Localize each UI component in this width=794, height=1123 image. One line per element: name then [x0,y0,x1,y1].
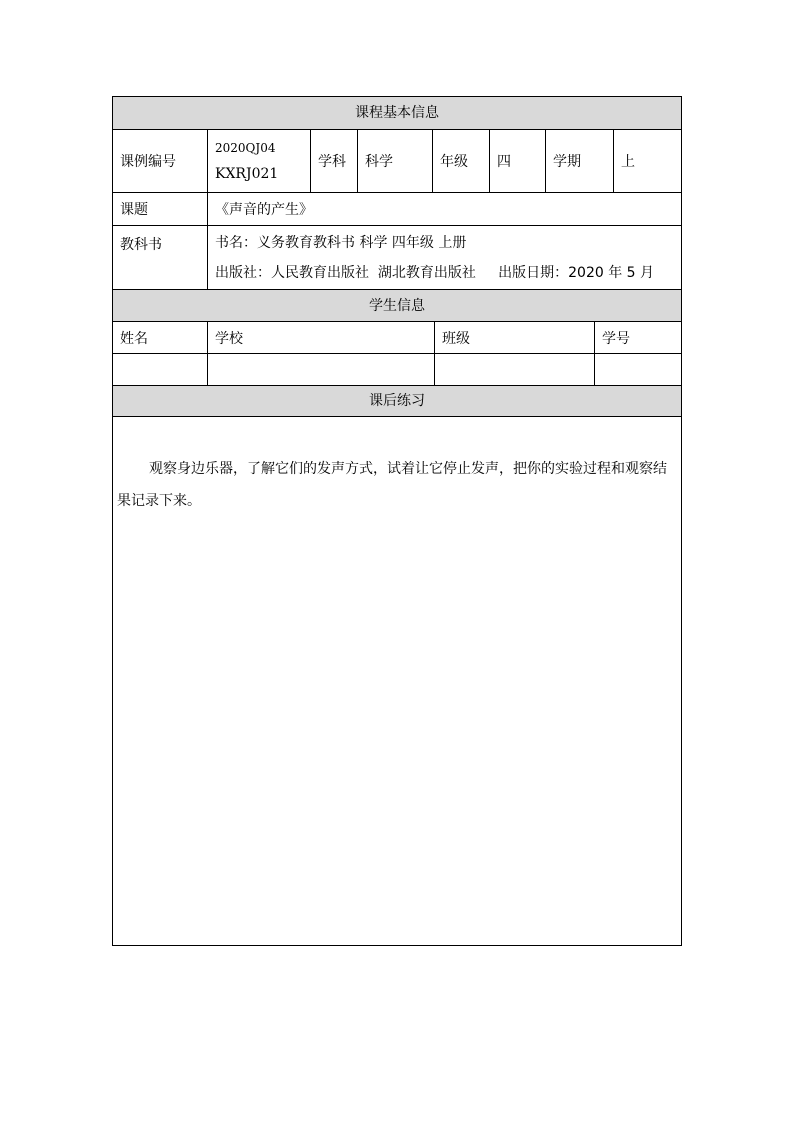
case-no-value [207,130,310,192]
textbook-name: 书名：义务教育教科书 科学 四年级 上册 [215,234,467,251]
textbook-label: 教科书 [120,237,162,253]
student-labels-row [113,321,681,353]
exercise-text: 观察身边乐器，了解它们的发声方式，试着让它停止发声，把你的实验过程和观察结果记录下来。 [117,461,667,509]
class-label: 班级 [434,322,594,353]
student-info-header [113,289,681,321]
topic-value: 《声音的产生》 [207,193,681,225]
course-form-table [112,96,682,946]
topic-row [113,192,681,225]
exercise-header-text: 课后练习 [369,393,425,409]
case-no-label: 课例编号 [120,154,176,170]
case-no-line2: KXRJ021 [215,166,279,182]
topic-label: 课题 [120,202,148,218]
student-values-row [113,353,681,385]
exercise-body [113,416,681,945]
student-info-header-text: 学生信息 [369,298,425,314]
school-field[interactable] [207,354,434,385]
subject-value: 科学 [357,130,432,192]
textbook-row [113,225,681,289]
term-value: 上 [613,130,681,192]
student-no-label: 学号 [594,322,681,353]
grade-value: 四 [489,130,545,192]
subject-label: 学科 [310,130,357,192]
grade-label: 年级 [432,130,489,192]
student-no-field[interactable] [594,354,681,385]
name-field[interactable] [113,354,207,385]
class-field[interactable] [434,354,594,385]
name-label: 姓名 [120,330,148,347]
textbook-value [207,226,681,289]
exercise-header [113,385,681,416]
course-info-header [113,97,681,129]
course-meta-row [113,129,681,192]
case-no-line1: 2020QJ04 [215,141,276,155]
school-label: 学校 [207,322,434,353]
textbook-publisher: 出版社：人民教育出版社 湖北教育出版社 出版日期：2020 年 5 月 [215,264,655,281]
term-label: 学期 [545,130,613,192]
course-info-header-text: 课程基本信息 [355,105,439,121]
